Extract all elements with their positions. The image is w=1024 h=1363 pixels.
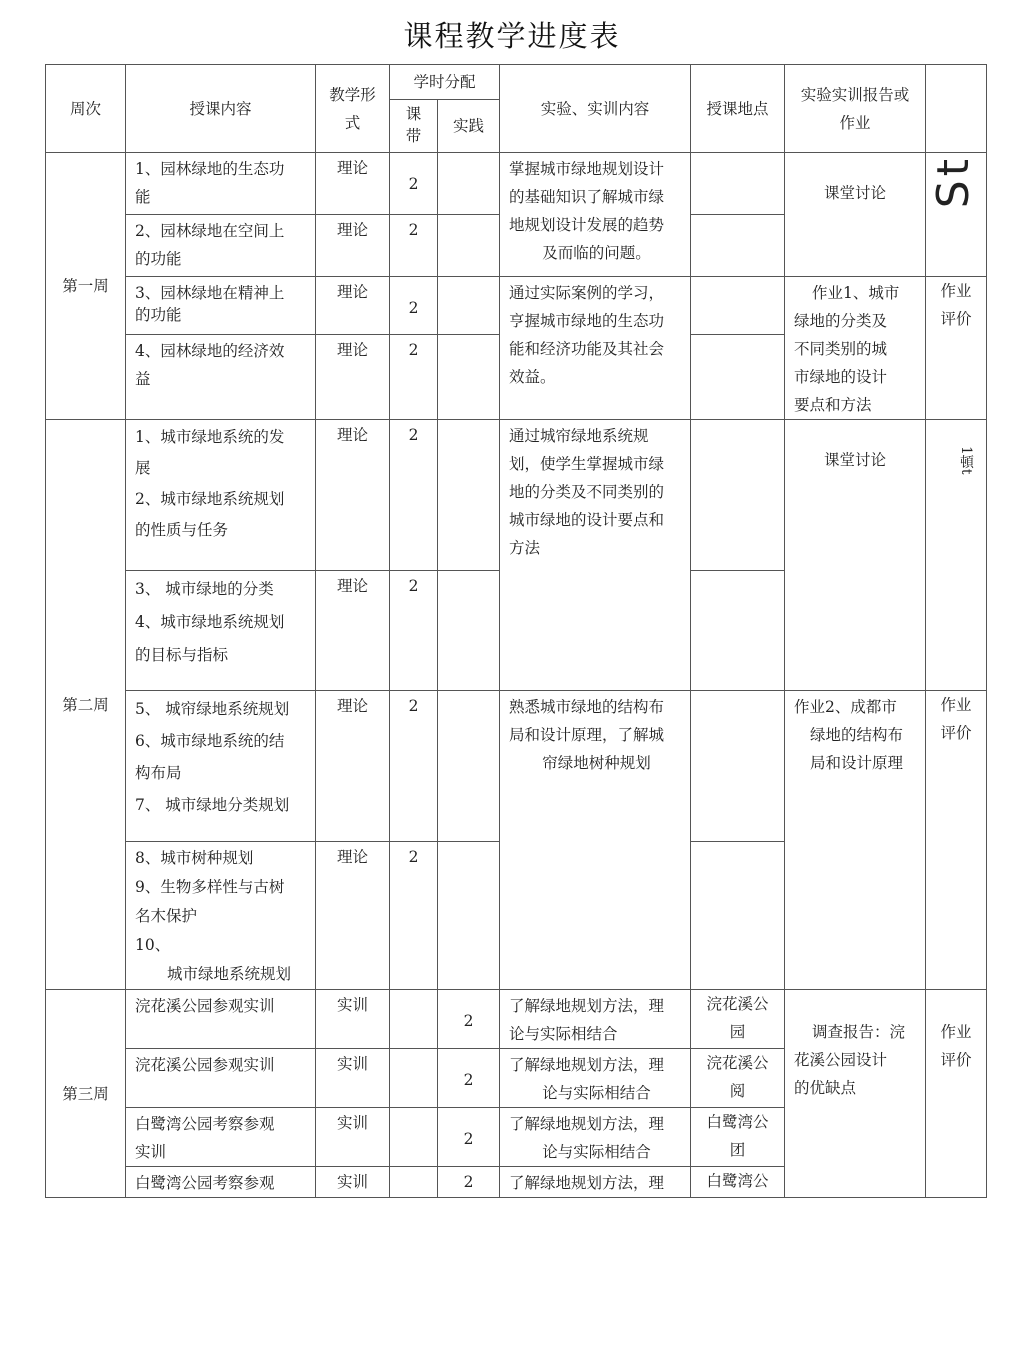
w2-hours-1: 2 [390,420,438,571]
w3-practice-1: 2 [438,990,500,1049]
w3-place-4-line-1: 白鹭湾公 [706,1172,769,1190]
w1-content-1 [126,153,316,215]
w3-extra [926,990,987,1198]
w2-form-4: 理论 [316,842,390,990]
w3-form-4: 实训 [316,1167,390,1198]
w1-content-2 [126,215,316,277]
w2-content-1 [126,420,316,571]
week-1-label: 第一周 [46,153,126,420]
w3-lab-4 [500,1167,691,1198]
w1-report-b-line-5: 要点和方法 [794,396,872,414]
w3-place-2-line-1: 浣花溪公 [706,1054,769,1072]
w3-form-1: 实训 [316,990,390,1049]
w3-lab-4-line-1: 了解绿地规划方法，理 [509,1174,665,1192]
w1-place-3 [691,277,785,335]
w2-hours-2: 2 [390,571,438,691]
w1-form-3: 理论 [316,277,390,335]
w3-hours-2 [390,1049,438,1108]
w1-hours-1: 2 [390,153,438,215]
w2-content-2-line-1: 3、 城市绿地的分类 [135,580,274,598]
w3-extra-line-1: 作业 [940,1023,972,1041]
w3-place-3-line-1: 白鹭湾公 [706,1113,769,1131]
header-week: 周次 [46,65,126,153]
w3-form-3: 实训 [316,1108,390,1167]
w3-lab-3-line-1: 了解绿地规划方法，理 [509,1115,665,1133]
w3-place-4 [691,1167,785,1198]
w1-hours-2: 2 [390,215,438,277]
week-3-label: 第三周 [46,990,126,1198]
page-title: 课程教学进度表 [403,19,621,53]
w1-place-2 [691,215,785,277]
w1-lab-b-line-3: 能和经济功能及其社会 [509,340,665,358]
w3-hours-3 [390,1108,438,1167]
w2-extra-b-line-2: 评价 [940,724,972,742]
w1-form-1: 理论 [316,153,390,215]
w2-content-3-line-3: 构布局 [135,764,182,782]
w1-place-4 [691,334,785,419]
w2-practice-1 [438,420,500,571]
header-extra [926,65,987,153]
w2-form-2: 理论 [316,571,390,691]
w2-place-4 [691,842,785,990]
w3-place-2 [691,1049,785,1108]
w1-content-3-line-2: 的功能 [135,306,182,324]
w3-place-2-line-2: 阅 [729,1082,746,1100]
w1-content-2-line-2: 的功能 [135,250,182,268]
w3-lab-3-line-2: 论与实际相结合 [542,1143,651,1161]
w3-form-2: 实训 [316,1049,390,1108]
w3-place-1-line-2: 园 [729,1023,746,1041]
w3-report-line-3: 的优缺点 [794,1079,857,1097]
w2-content-1-line-4: 的性质与任务 [135,521,229,539]
w1-content-4-line-1: 4、园林绿地的经济效 [135,341,285,360]
w1-place-1 [691,153,785,215]
header-report [785,65,926,153]
w2-practice-3 [438,691,500,842]
header-hours: 学时分配 [390,65,500,100]
w1-extra-b-line-1: 作业 [940,282,972,300]
w2-content-3 [126,691,316,842]
w1-practice-1 [438,153,500,215]
w2-extra-b-line-1: 作业 [940,696,972,714]
w2-lab-a [500,420,691,691]
w1-report-a: 课堂讨论 [785,153,926,277]
w1-content-1-line-2: 能 [135,188,151,206]
w3-practice-4: 2 [438,1167,500,1198]
w1-lab-b-line-1: 通过实际案例的学习， [509,284,665,302]
w2-report-b-line-1: 作业2、成都市 [794,698,897,716]
w2-content-2 [126,571,316,691]
header-lab: 实验、实训内容 [500,65,691,153]
w2-lab-b-line-1: 熟悉城市绿地的结构布 [509,698,665,716]
header-hours-class-text: 课带 [405,104,422,145]
w2-form-3: 理论 [316,691,390,842]
w2-content-3-line-4: 7、 城市绿地分类规划 [135,796,290,814]
w1-extra-a-cell [926,153,987,277]
w1-lab-a-line-2: 的基础知识了解城市绿 [509,188,665,206]
w1-content-4-line-2: 益 [135,369,151,388]
w1-hours-3: 2 [390,277,438,335]
w2-content-4-line-5: 城市绿地系统规划 [167,965,292,983]
w3-lab-2-line-1: 了解绿地规划方法，理 [509,1056,665,1074]
w3-lab-1 [500,990,691,1049]
w3-content-3-line-1: 白鹭湾公园考察参观 [135,1115,275,1133]
w3-practice-3: 2 [438,1108,500,1167]
w2-place-2 [691,571,785,691]
w3-content-3-line-2: 实训 [135,1143,167,1161]
w2-lab-b-line-2: 局和设计原理，了解城 [509,726,665,744]
w2-report-b-line-2: 绿地的结构布 [810,726,904,744]
w1-report-b-line-3: 不同类别的城 [794,340,888,358]
w3-practice-2: 2 [438,1049,500,1108]
w2-lab-a-line-2: 划，使学生掌握城市绿 [509,455,665,473]
w2-content-4-line-3: 名木保护 [135,907,198,925]
w2-extra-a-cell [926,420,987,691]
w3-report-line-1: 调查报告：浣 [812,1023,906,1041]
w1-report-b [785,277,926,420]
header-hours-practice: 实践 [438,100,500,153]
w1-form-4: 理论 [316,334,390,419]
w3-report-line-2: 花溪公园设计 [794,1051,888,1069]
w2-content-3-line-1: 5、 城帘绿地系统规划 [135,700,290,718]
w1-content-2-line-1: 2、园林绿地在空间上 [135,222,285,240]
header-form [316,65,390,153]
w1-practice-4 [438,334,500,419]
w2-report-b [785,691,926,990]
header-content: 授课内容 [126,65,316,153]
w2-content-1-line-1: 1、城市绿地系统的发 [135,428,285,446]
w1-content-1-line-1: 1、园林绿地的生态功 [135,160,285,178]
w2-hours-4: 2 [390,842,438,990]
w1-lab-a-line-3: 地规划设计发展的趋势 [509,216,665,234]
w1-report-b-line-2: 绿地的分类及 [794,312,888,330]
w3-content-4: 白鹭湾公园考察参观 [126,1167,316,1198]
w1-practice-3 [438,277,500,335]
w3-lab-1-line-1: 了解绿地规划方法，理 [509,997,665,1015]
w2-content-4 [126,842,316,990]
w3-lab-2 [500,1049,691,1108]
w2-content-1-line-3: 2、城市绿地系统规划 [135,490,285,508]
header-form-text: 教学形式 [329,85,376,132]
w1-lab-b-line-2: 亨握城市绿地的生态功 [509,312,665,330]
w1-lab-a-line-4: 及而临的问题。 [542,244,651,262]
w3-hours-1 [390,990,438,1049]
week-2-label: 第二周 [46,420,126,990]
w2-lab-a-line-4: 城市绿地的设计要点和 [509,511,665,529]
w3-content-3 [126,1108,316,1167]
w2-extra-a: 1頓t [958,446,975,475]
w2-content-4-line-2: 9、生物多样性与古树 [135,878,285,896]
w2-lab-a-line-1: 通过城帘绿地系统规 [509,427,649,445]
w1-content-3 [126,277,316,335]
w2-report-a: 课堂讨论 [785,420,926,691]
w2-practice-4 [438,842,500,990]
w2-content-2-line-2: 4、城市绿地系统规划 [135,613,285,631]
w3-lab-1-line-2: 论与实际相结合 [509,1025,618,1043]
w1-content-4 [126,334,316,419]
w1-lab-b-line-4: 效益。 [509,368,556,386]
w2-lab-a-line-3: 地的分类及不同类别的 [509,483,665,501]
w3-place-1-line-1: 浣花溪公 [706,995,769,1013]
w2-form-1: 理论 [316,420,390,571]
w2-hours-3: 2 [390,691,438,842]
w2-lab-b-line-3: 帘绿地树种规划 [542,754,651,772]
schedule-table [45,64,987,1198]
w1-extra-b-line-2: 评价 [940,310,972,328]
w1-report-b-line-4: 市绿地的设计 [794,368,888,386]
w2-place-3 [691,691,785,842]
w1-lab-b [500,277,691,420]
w3-content-2: 浣花溪公园参观实训 [126,1049,316,1108]
w2-content-4-line-4: 10、 [135,936,171,954]
w2-practice-2 [438,571,500,691]
w1-extra-a: St [928,155,980,209]
w1-form-2: 理论 [316,215,390,277]
w3-content-1: 浣花溪公园参观实训 [126,990,316,1049]
w3-hours-4 [390,1167,438,1198]
w2-lab-a-line-5: 方法 [509,539,541,557]
w2-report-b-line-3: 局和设计原理 [810,754,904,772]
w1-hours-4: 2 [390,334,438,419]
w1-content-3-line-1: 3、园林绿地在精神上 [135,284,285,302]
w1-lab-a [500,153,691,277]
w2-extra-b [926,691,987,990]
w3-lab-2-line-2: 论与实际相结合 [542,1084,651,1102]
w2-content-4-line-1: 8、城市树种规划 [135,849,254,867]
w2-lab-b [500,691,691,990]
w3-report [785,990,926,1198]
header-report-text: 实验实训报告或作业 [800,85,910,132]
w3-place-3 [691,1108,785,1167]
w3-extra-line-2: 评价 [940,1051,972,1069]
w1-practice-2 [438,215,500,277]
header-hours-class [390,100,438,153]
w1-lab-a-line-1: 掌握城市绿地规划设计 [509,160,665,178]
w2-content-1-line-2: 展 [135,459,151,477]
w2-content-2-line-3: 的目标与指标 [135,646,229,664]
w2-content-3-line-2: 6、城市绿地系统的结 [135,732,285,750]
w2-place-1 [691,420,785,571]
w3-lab-3 [500,1108,691,1167]
w1-extra-b [926,277,987,420]
w3-place-3-line-2: 团 [729,1141,746,1159]
header-place: 授课地点 [691,65,785,153]
w3-place-1 [691,990,785,1049]
w1-report-b-line-1: 作业1、城市 [812,284,900,302]
